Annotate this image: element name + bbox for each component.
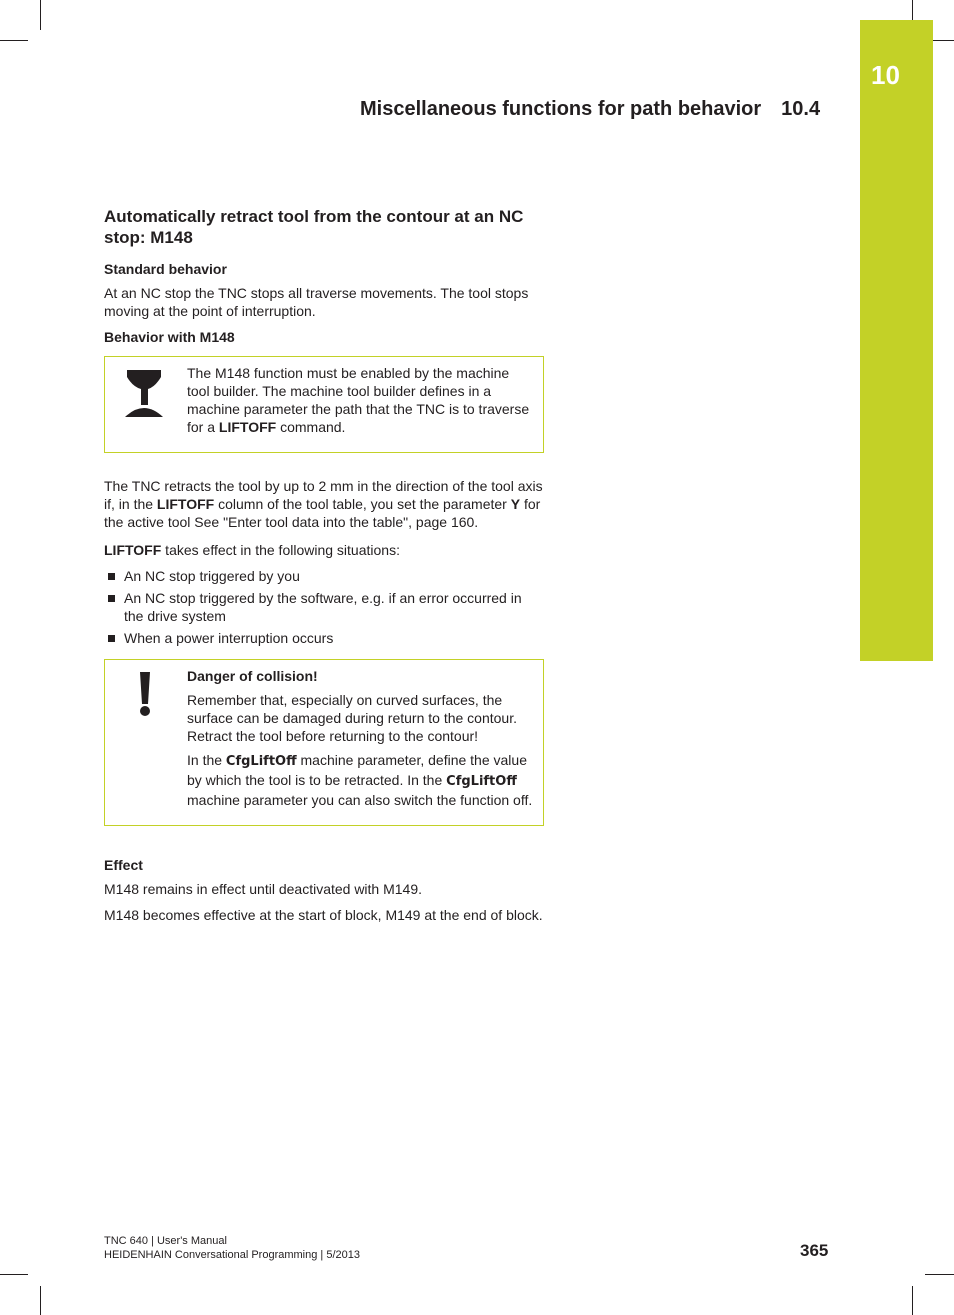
- crop-mark: [912, 1286, 913, 1315]
- info-keyword: LIFTOFF: [218, 419, 277, 435]
- section-title: Automatically retract tool from the contour at an NC stop: M148: [104, 207, 524, 247]
- liftoff-keyword: LIFTOFF: [104, 542, 162, 558]
- retract-keyword-2: Y: [510, 496, 521, 512]
- page-number: 365: [800, 1241, 829, 1260]
- retract-text-a: The TNC retracts the tool by up to 2 mm in the direction of the tool axis if, in the: [104, 478, 543, 512]
- effect-heading: Effect: [104, 857, 143, 873]
- chapter-number: 10: [871, 60, 900, 90]
- header-title: Miscellaneous functions for path behavior: [360, 98, 762, 120]
- retract-paragraph: [104, 477, 544, 531]
- danger-text-c: machine parameter you can also switch the function off.: [187, 792, 533, 808]
- info-text-a: The M148 function must be enabled by the machine tool builder. The machine tool builder defines in a machine parameter the path that the TNC is to traverse for a: [187, 365, 530, 435]
- danger-note: [104, 659, 544, 826]
- page-header: [360, 98, 820, 121]
- footer-line-2: HEIDENHAIN Conversational Programming | 5/2013: [104, 1249, 360, 1261]
- standard-heading: Standard behavior: [104, 261, 227, 277]
- footer-line-1: TNC 640 | User's Manual: [104, 1235, 227, 1247]
- retract-keyword-1: LIFTOFF: [156, 496, 215, 512]
- effect-text-1: M148 remains in effect until deactivated with M149.: [104, 881, 423, 897]
- crop-mark: [925, 1274, 954, 1275]
- list-item: When a power interruption occurs: [104, 629, 544, 647]
- list-item: An NC stop triggered by the software, e.g. if an error occurred in the drive system: [104, 589, 544, 625]
- list-item: An NC stop triggered by you: [104, 567, 544, 585]
- chapter-tab: [860, 20, 933, 661]
- m148-heading: Behavior with M148: [104, 329, 235, 345]
- danger-paragraph-2: [187, 751, 533, 809]
- crop-mark: [912, 0, 913, 20]
- danger-keyword-1: CfgLiftOff: [225, 754, 297, 769]
- danger-title: [187, 667, 533, 685]
- crop-mark: [0, 40, 28, 41]
- page-footer: [104, 1234, 360, 1262]
- retract-text-b: column of the tool table, you set the parameter: [214, 496, 511, 512]
- danger-text-b: machine parameter, define the value by which the tool is to be retracted. In the: [187, 752, 527, 788]
- danger-keyword-2: CfgLiftOff: [446, 774, 517, 789]
- crop-mark: [40, 1286, 41, 1315]
- liftoff-intro-text: takes effect in the following situations:: [161, 542, 400, 558]
- exclamation-icon: [105, 660, 187, 825]
- info-text-b: command.: [276, 419, 346, 435]
- liftoff-intro: [104, 541, 544, 559]
- standard-text: At an NC stop the TNC stops all traverse movements. The tool stops moving at the point of interruption.: [104, 285, 529, 319]
- danger-title-text: Danger of collision!: [187, 668, 318, 684]
- crop-mark: [40, 0, 41, 30]
- main-content: [104, 206, 544, 932]
- situations-list: [104, 567, 544, 647]
- machine-tool-icon: [105, 357, 187, 452]
- retract-text-c: for the active tool See "Enter tool data into the table", page 160.: [104, 496, 541, 530]
- danger-paragraph-1: Remember that, especially on curved surfaces, the surface can be damaged during return to the contour. Retract the tool before returning to the contour!: [187, 692, 517, 744]
- crop-mark: [0, 1274, 28, 1275]
- info-note: [104, 356, 544, 453]
- info-note-text: [187, 364, 533, 436]
- header-section: 10.4: [781, 98, 821, 120]
- danger-text-a: In the: [187, 752, 226, 768]
- effect-text-2: M148 becomes effective at the start of block, M149 at the end of block.: [104, 907, 543, 923]
